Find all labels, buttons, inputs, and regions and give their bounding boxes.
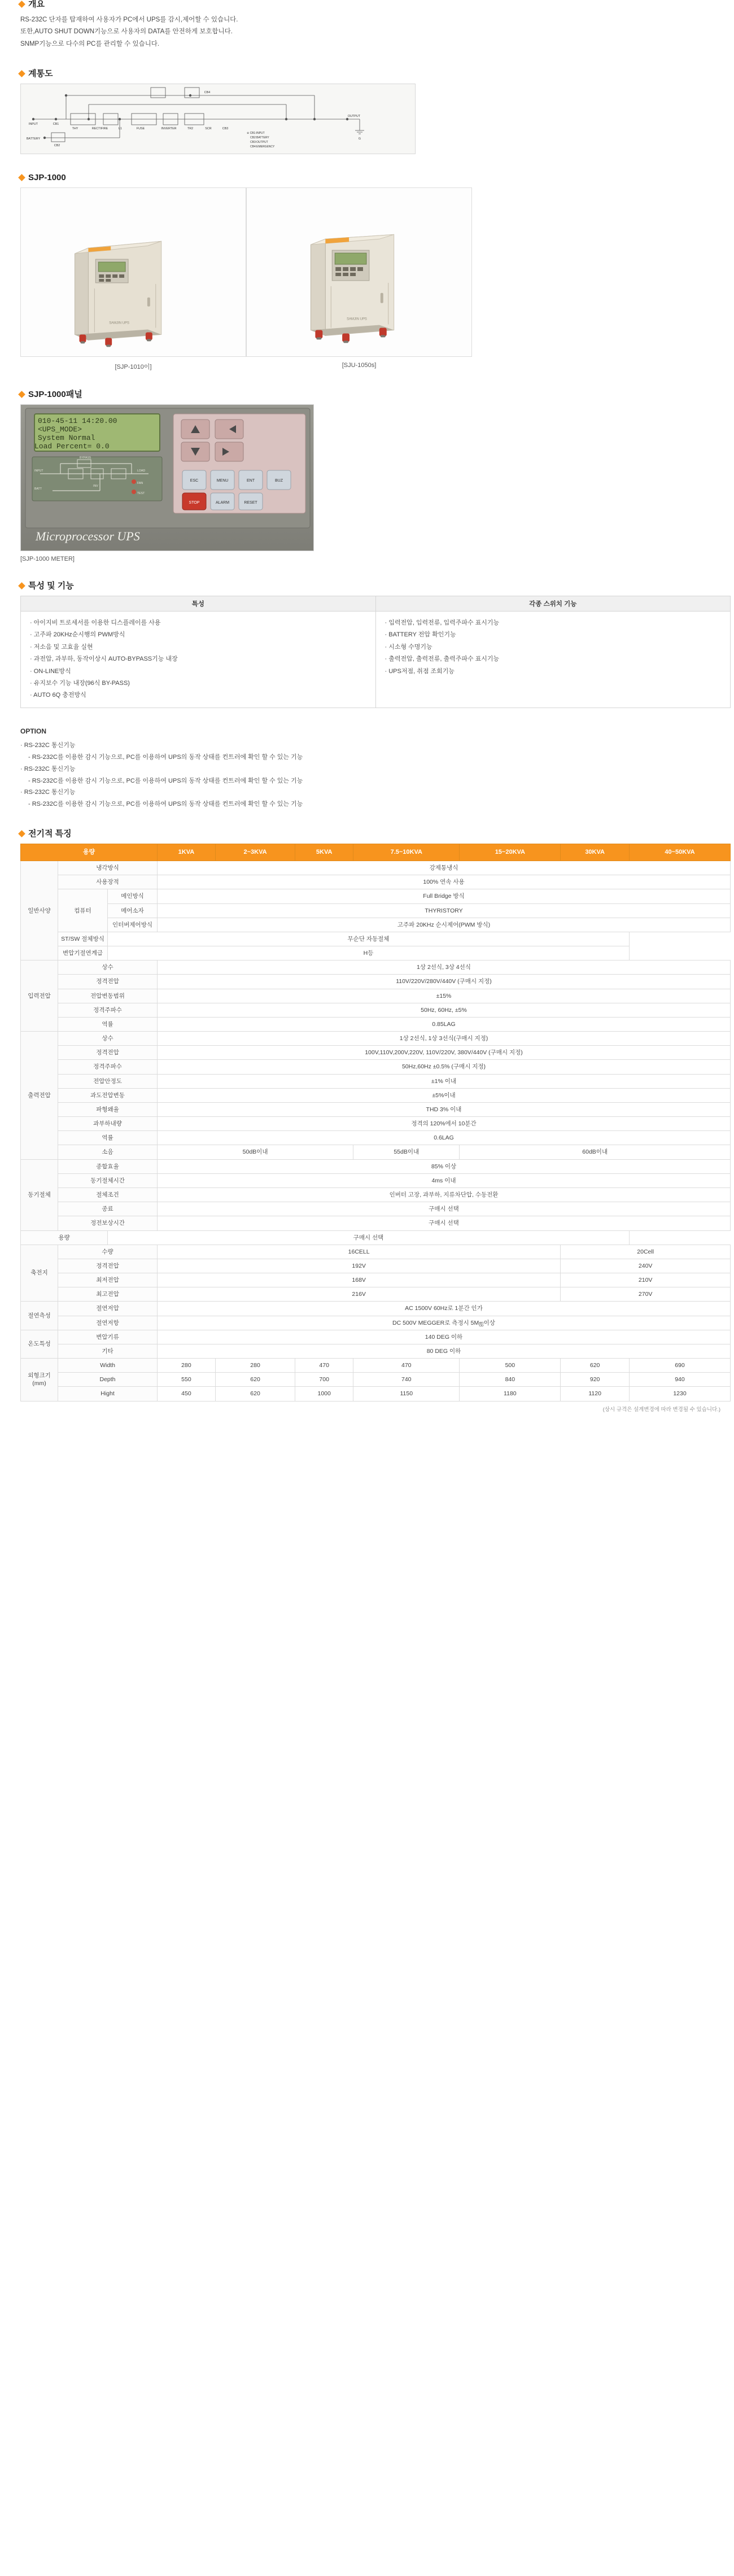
spec-sub-label: 정격전압: [58, 1046, 158, 1060]
spec-table: [20, 844, 731, 1401]
panel-title: SJP-1000패널: [28, 389, 82, 399]
section-option: [19, 727, 723, 810]
svg-text:LOAD: LOAD: [137, 469, 146, 473]
block-diagram: [20, 84, 416, 154]
spec-value: 140 DEG 이하: [158, 1330, 731, 1344]
svg-text:INPUT: INPUT: [28, 122, 38, 126]
svg-text:G: G: [358, 137, 361, 141]
spec-row: [21, 1302, 731, 1316]
spec-value: 강제통냉식: [158, 861, 731, 875]
spec-value: 470: [353, 1359, 460, 1373]
svg-text:STOP: STOP: [189, 500, 200, 505]
diamond-bullet-icon: [18, 174, 25, 181]
spec-row: [21, 1173, 731, 1187]
svg-text:CB3: CB3: [222, 126, 229, 130]
lcd-line-4: Load Percent= 0.0: [34, 442, 110, 451]
features-col2-cell: [375, 611, 731, 708]
spec-row: [21, 1159, 731, 1173]
spec-value: 20Cell: [561, 1245, 731, 1259]
legend-1: ※ CB1:INPUT: [247, 131, 265, 135]
option-list: [20, 740, 723, 810]
lcd-line-2: <UPS_MODE>: [38, 425, 82, 434]
spec-sub-label: 최저전압: [58, 1273, 158, 1287]
features-title: 특성 및 기능: [28, 580, 74, 591]
spec-sub-label: 동기절체시간: [58, 1173, 158, 1187]
legend-2: CB2:BATTERY: [250, 136, 269, 139]
section-panel: [19, 390, 723, 562]
spec-group-label: 축전지: [21, 1245, 58, 1302]
product-image-1: [20, 187, 246, 357]
spec-col-header-2: 2~3KVA: [215, 844, 295, 861]
spec-group-label: 입력전압: [21, 960, 58, 1032]
panel-brand: Microprocessor UPS: [36, 529, 140, 543]
spec-row: [21, 1287, 731, 1302]
svg-text:BYPASS: BYPASS: [80, 456, 91, 460]
spec-group-label: 외형크기 (mm): [21, 1359, 58, 1401]
spec-row: [21, 1330, 731, 1344]
spec-value: 1180: [460, 1387, 561, 1401]
spec-capacity-header: 용량: [21, 844, 158, 861]
spec-value: THYRISTORY: [158, 903, 731, 918]
spec-row: [21, 875, 731, 889]
feature-item: · UPS저점, 취점 조회기능: [385, 666, 722, 678]
feature-item: · 고주파 20KHz순시행의 PWM방식: [30, 629, 366, 641]
spec-value: 240V: [561, 1259, 731, 1273]
spec-sub-label: 수량: [58, 1245, 158, 1259]
spec-sub-label: 과도전압변동: [58, 1088, 158, 1102]
spec-row: [21, 1316, 731, 1330]
spec-sub-label: 상수: [58, 1032, 158, 1046]
spec-value: Full Bridge 방식: [158, 889, 731, 903]
spec-row: [21, 1131, 731, 1145]
spec-value: H등: [108, 946, 630, 960]
spec-value: 168V: [158, 1273, 561, 1287]
diamond-bullet-icon: [18, 1, 25, 8]
section-features: [19, 582, 723, 708]
spec-row: [21, 1216, 731, 1230]
spec-item-label: 인터버제어방식: [108, 918, 158, 932]
spec-item-label: ST/SW 절체방식: [58, 932, 108, 946]
svg-text:TR2: TR2: [187, 126, 194, 130]
spec-thead: [21, 844, 731, 861]
feature-item: · 시소형 수명기능: [385, 641, 722, 653]
option-item: · RS-232C 통신기능: [20, 763, 723, 775]
legend-4: CB4:EMERGENCY: [250, 145, 275, 149]
spec-value: 구매시 선택: [108, 1230, 630, 1245]
svg-text:BATT: BATT: [34, 487, 42, 491]
diamond-bullet-icon: [18, 830, 25, 837]
spec-value: 55dB이내: [353, 1145, 460, 1159]
spec-row: [21, 960, 731, 975]
svg-text:SAMJIN UPS: SAMJIN UPS: [109, 321, 130, 325]
spec-value: 1150: [353, 1387, 460, 1401]
svg-text:INVERTER: INVERTER: [161, 126, 177, 130]
spec-sub-label: 변압기류: [58, 1330, 158, 1344]
svg-text:L1: L1: [119, 126, 122, 130]
spec-value: 470: [295, 1359, 353, 1373]
legend-3: CB3:OUTPUT: [250, 140, 268, 144]
svg-text:ENT: ENT: [247, 478, 255, 483]
spec-value: 690: [629, 1359, 730, 1373]
feature-item: · 아이지비 트로세서를 이용한 디스플레이를 사용: [30, 617, 366, 629]
spec-row: [21, 889, 731, 903]
spec-sub-label: 절체조건: [58, 1188, 158, 1202]
spec-item-label: 변압기절연계급: [58, 946, 108, 960]
spec-value: 1상 2선식, 1상 3선식(구매시 지정): [158, 1032, 731, 1046]
spec-value: 16CELL: [158, 1245, 561, 1259]
svg-text:SCR: SCR: [205, 126, 212, 130]
spec-value: THD 3% 이내: [158, 1102, 731, 1116]
spec-value: 50dB이내: [158, 1145, 353, 1159]
spec-value: 280: [158, 1359, 216, 1373]
spec-value: 450: [158, 1387, 216, 1401]
spec-sub-label: 과부하내량: [58, 1117, 158, 1131]
spec-sub-label: 종료: [58, 1202, 158, 1216]
spec-value: 100% 연속 사용: [158, 875, 731, 889]
svg-text:RECTIFIRE: RECTIFIRE: [91, 126, 108, 130]
svg-text:THY: THY: [72, 126, 78, 130]
svg-text:CB1: CB1: [53, 122, 59, 126]
spec-value: 620: [561, 1359, 630, 1373]
spec-value: 80 DEG 이하: [158, 1344, 731, 1358]
spec-group-label: 온도특성: [21, 1330, 58, 1358]
feature-item: · 저소음 및 고효율 실현: [30, 641, 366, 653]
spec-sub-label: Hight: [58, 1387, 158, 1401]
option-subitem: - RS-232C를 이용한 감시 기능으로, PC를 이용하여 UPS의 동작 상태를 컨트러에 확인 할 수 있는 기능: [20, 775, 723, 787]
features-table: [20, 596, 731, 708]
overview-line-1: RS-232C 단자를 탑재하여 사용자가 PC에서 UPS를 감시,제어할 수 있습니다.: [20, 16, 238, 23]
spec-value: 50Hz, 60Hz, ±5%: [158, 1003, 731, 1017]
section-product: [19, 173, 723, 371]
spec-value: 216V: [158, 1287, 561, 1302]
svg-text:BUZ: BUZ: [275, 478, 283, 483]
spec-row: [21, 975, 731, 989]
option-subitem: - RS-232C를 이용한 감시 기능으로, PC를 이용하여 UPS의 동작 상태를 컨트러에 확인 할 수 있는 기능: [20, 752, 723, 763]
diamond-bullet-icon: [18, 70, 25, 77]
spec-row: [21, 1188, 731, 1202]
spec-sub-label: 정격주파수: [58, 1060, 158, 1074]
spec-row: [21, 1245, 731, 1259]
svg-text:INPUT: INPUT: [34, 469, 43, 473]
features-col2-header: 각종 스위치 기능: [375, 596, 731, 611]
svg-text:INV: INV: [93, 484, 98, 488]
spec-heading: [19, 829, 723, 838]
spec-row: [21, 1259, 731, 1273]
spec-sub-label: 정격전압: [58, 1259, 158, 1273]
svg-text:TEST: TEST: [137, 491, 145, 495]
product-gallery: [20, 187, 723, 371]
section-diagram: [19, 69, 723, 154]
overview-text: [19, 14, 723, 50]
spec-value: 280: [215, 1359, 295, 1373]
product-heading: [19, 173, 723, 182]
spec-tbody: [21, 861, 731, 1401]
svg-text:SAMJIN UPS: SAMJIN UPS: [347, 317, 367, 321]
svg-text:CB4: CB4: [204, 90, 211, 94]
svg-text:FUSE: FUSE: [136, 126, 145, 130]
svg-text:MENU: MENU: [216, 478, 229, 483]
spec-row: [21, 1046, 731, 1060]
spec-value: 920: [561, 1373, 630, 1387]
diamond-bullet-icon: [18, 391, 25, 398]
feature-item: · 입력전압, 입력전류, 입력주파수 표시기능: [385, 617, 722, 629]
spec-value: 550: [158, 1373, 216, 1387]
spec-sub-label: Depth: [58, 1373, 158, 1387]
spec-sub-label: 전압안정도: [58, 1074, 158, 1088]
spec-group-label: 출력전압: [21, 1032, 58, 1160]
spec-value: ±15%: [158, 989, 731, 1003]
spec-sub-label: 절연저압: [58, 1302, 158, 1316]
svg-text:RESET: RESET: [244, 500, 257, 505]
spec-row: [21, 1359, 731, 1373]
spec-sub-label: 역률: [58, 1017, 158, 1031]
spec-row: [21, 1117, 731, 1131]
spec-sub-label: 종합효율: [58, 1159, 158, 1173]
svg-text:ESC: ESC: [190, 478, 199, 483]
spec-value: 구매시 선택: [158, 1216, 731, 1230]
svg-text:OUTPUT: OUTPUT: [347, 114, 361, 118]
spec-row: [21, 1202, 731, 1216]
panel-heading: [19, 390, 723, 399]
spec-sub-label: 기타: [58, 1344, 158, 1358]
spec-col-header-4: 7.5~10KVA: [353, 844, 460, 861]
section-spec: [19, 829, 723, 1412]
spec-value: 고주파 20KHz 순시제어(PWM 방식): [158, 918, 731, 932]
spec-row: [21, 1060, 731, 1074]
spec-row: [21, 1387, 731, 1401]
feature-item: · ON-LINE방식: [30, 666, 366, 678]
spec-row: [21, 1074, 731, 1088]
spec-row: [21, 1003, 731, 1017]
product-image-2: [246, 187, 472, 357]
spec-value: 270V: [561, 1287, 731, 1302]
spec-group-label: 동기절체: [21, 1159, 58, 1230]
spec-item-label: 메어소자: [108, 903, 158, 918]
feature-item: · 출력전압, 출력전류, 출력주파수 표시기능: [385, 653, 722, 665]
spec-footnote: (상시 규격은 설계변경에 따라 변경될 수 있습니다.): [602, 1406, 720, 1413]
panel-photo: [20, 404, 314, 551]
spec-col-header-7: 40~50KVA: [629, 844, 730, 861]
svg-text:ALARM: ALARM: [215, 500, 230, 505]
spec-row: [21, 861, 731, 875]
feature-item: · 유지보수 기능 내장(96식 BY-PASS): [30, 678, 366, 689]
product-title: SJP-1000: [28, 172, 66, 182]
feature-item: · AUTO 6Q 충전방식: [30, 689, 366, 701]
spec-sub-label: Width: [58, 1359, 158, 1373]
spec-value: 50Hz,60Hz ±0.5% (구매시 지정): [158, 1060, 731, 1074]
spec-row: [21, 932, 731, 946]
option-title: OPTION: [20, 727, 47, 735]
spec-value: 정격의 120%에서 10분간: [158, 1117, 731, 1131]
spec-row: [21, 1145, 731, 1159]
spec-group-label: 절연측성: [21, 1302, 58, 1330]
spec-value: 60dB이내: [460, 1145, 731, 1159]
feature-item: · BATTERY 전압 확인기능: [385, 629, 722, 641]
product-item-2: [246, 187, 472, 371]
spec-col-header-5: 15~20KVA: [460, 844, 561, 861]
spec-sub-label: 절연저항: [58, 1316, 158, 1330]
spec-value: 700: [295, 1373, 353, 1387]
spec-value: 구매시 선택: [158, 1202, 731, 1216]
spec-row: [21, 1102, 731, 1116]
spec-value: 1230: [629, 1387, 730, 1401]
spec-row: [21, 1017, 731, 1031]
lcd-line-3: System Normal: [38, 433, 95, 442]
spec-value: ±5%이내: [158, 1088, 731, 1102]
features-body-row: [21, 611, 731, 708]
svg-text:BATTERY: BATTERY: [26, 137, 41, 141]
spec-value: 192V: [158, 1259, 561, 1273]
spec-value: 무순단 자동절체: [108, 932, 630, 946]
section-overview: [19, 0, 723, 50]
spec-value: 500: [460, 1359, 561, 1373]
option-subitem: - RS-232C를 이용한 감시 기능으로, PC를 이용하여 UPS의 동작 상태를 컨트러에 확인 할 수 있는 기능: [20, 798, 723, 810]
product-caption-2: [SJU-1050s]: [342, 361, 377, 369]
overview-line-2: 또한,AUTO SHUT DOWN기능으로 사용자의 DATA를 안전하게 보호합니다.: [20, 28, 233, 36]
svg-text:FAN: FAN: [137, 481, 143, 485]
spec-sub-label: 상수: [58, 960, 158, 975]
option-item: · RS-232C 통신기능: [20, 787, 723, 798]
overview-heading: [19, 0, 723, 8]
spec-sub-label: 소음: [58, 1145, 158, 1159]
spec-sub-label: 정격주파수: [58, 1003, 158, 1017]
spec-value: 인버터 고장, 과부하, 지류차단압, 수동전환: [158, 1188, 731, 1202]
spec-sub-label: 전압변동범위: [58, 989, 158, 1003]
spec-row: [21, 1273, 731, 1287]
spec-value: 620: [215, 1373, 295, 1387]
spec-row: [21, 1230, 731, 1245]
spec-value: 110V/220V/280V/440V (구매시 지정): [158, 975, 731, 989]
spec-col-header-1: 1KVA: [158, 844, 216, 861]
spec-sub-label: 정전보상시간: [58, 1216, 158, 1230]
diagram-svg: [21, 84, 416, 155]
diagram-heading: [19, 69, 723, 78]
product-caption-1: [SJP-1010이]: [115, 363, 152, 370]
features-col1-cell: [21, 611, 376, 708]
spec-value: 4ms 이내: [158, 1173, 731, 1187]
spec-row: [21, 946, 731, 960]
spec-sub-label: 냉각방식: [58, 861, 158, 875]
spec-col-header-3: 5KVA: [295, 844, 353, 861]
option-item: · RS-232C 통신기능: [20, 740, 723, 752]
spec-value: 620: [215, 1387, 295, 1401]
spec-value: 0.85LAG: [158, 1017, 731, 1031]
spec-sub-label: 역률: [58, 1131, 158, 1145]
spec-row: [21, 1344, 731, 1358]
spec-row: [21, 903, 731, 918]
features-header-row: [21, 596, 731, 611]
spec-sub-label: 사용장적: [58, 875, 158, 889]
diamond-bullet-icon: [18, 582, 25, 590]
spec-value: 100V,110V,200V,220V, 110V/220V, 380V/440V (구매시 지정): [158, 1046, 731, 1060]
feature-item: · 과전압, 과부하, 동작이상시 AUTO-BYPASS기능 내장: [30, 653, 366, 665]
spec-value: 940: [629, 1373, 730, 1387]
spec-value: ±1% 이내: [158, 1074, 731, 1088]
features-col1-header: 특성: [21, 596, 376, 611]
product-item-1: [20, 187, 246, 371]
spec-header-row: [21, 844, 731, 861]
spec-row: [21, 918, 731, 932]
spec-value: 840: [460, 1373, 561, 1387]
spec-value: 210V: [561, 1273, 731, 1287]
spec-item-label: 메인방식: [108, 889, 158, 903]
spec-sub-label: 정격전압: [58, 975, 158, 989]
spec-row: [21, 989, 731, 1003]
spec-value: 740: [353, 1373, 460, 1387]
panel-caption: [SJP-1000 METER]: [20, 555, 75, 562]
spec-value: 1120: [561, 1387, 630, 1401]
spec-row: [21, 1373, 731, 1387]
spec-row: [21, 1032, 731, 1046]
spec-value: 1상 2선식, 3상 4선식: [158, 960, 731, 975]
spec-sub-label: 컴퓨터: [58, 889, 108, 932]
spec-value: 1000: [295, 1387, 353, 1401]
spec-value: AC 1500V 60Hz로 1분간 인가: [158, 1302, 731, 1316]
spec-value: DC 500V MEGGER로 측정시 5Mஐ이상: [158, 1316, 731, 1330]
overview-title: 개요: [28, 0, 45, 9]
lcd-line-1: 010-45-11 14:20.00: [38, 416, 117, 425]
spec-sub-label: 용량: [21, 1230, 108, 1245]
spec-row: [21, 1088, 731, 1102]
spec-value: 0.6LAG: [158, 1131, 731, 1145]
overview-line-3: SNMP기능으로 다수의 PC를 관리할 수 있습니다.: [20, 40, 160, 47]
spec-title: 전기적 특징: [28, 829, 72, 839]
features-heading: [19, 582, 723, 590]
spec-sub-label: 최고전압: [58, 1287, 158, 1302]
spec-value: 85% 이상: [158, 1159, 731, 1173]
spec-col-header-6: 30KVA: [561, 844, 630, 861]
spec-group-label: 일반사양: [21, 861, 58, 960]
spec-sub-label: 파형왜율: [58, 1102, 158, 1116]
svg-text:CB2: CB2: [54, 143, 60, 147]
diagram-title: 계통도: [28, 68, 53, 78]
